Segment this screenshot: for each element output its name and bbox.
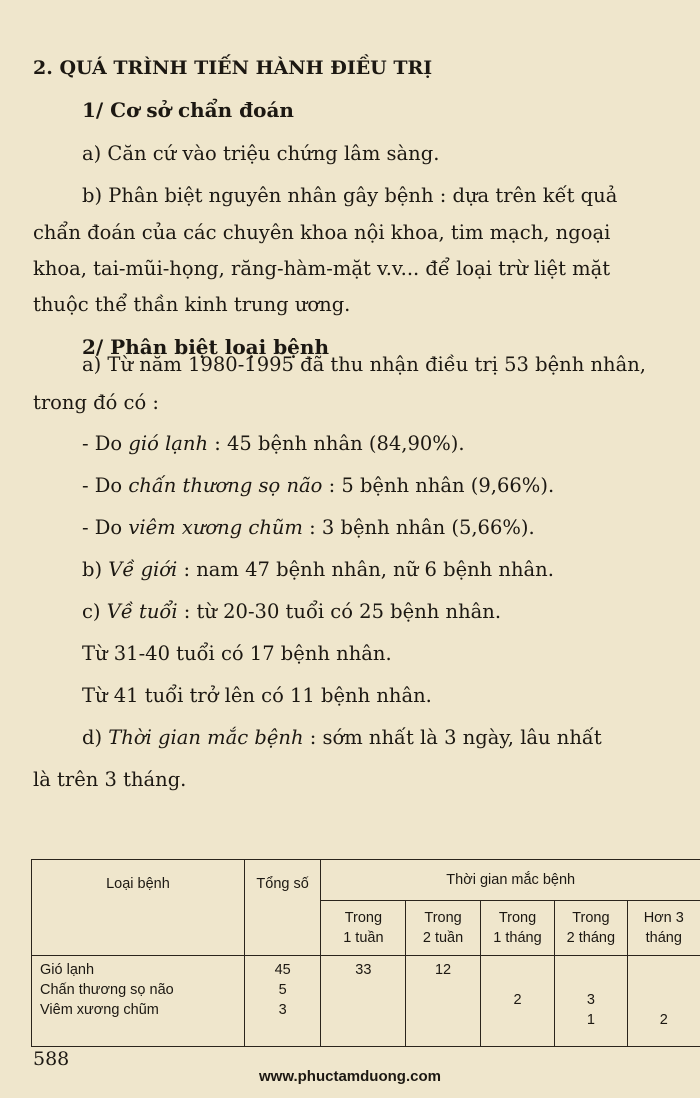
cell-value [555,970,626,990]
disease-duration-table [31,859,700,1047]
paragraph-2a-line-1: a) Từ năm 1980-1995 đã thu nhận điều trị 53 bệnh nhân, [82,353,646,376]
paragraph-1b-line-1: b) Phân biệt nguyên nhân gây bệnh : dựa trên kết quả [82,184,618,207]
subsection-1-title: 1/ Cơ sở chẩn đoán [82,98,294,122]
cause-item [82,431,465,457]
paragraph-1b-line-4: thuộc thể thần kinh trung ương. [33,293,351,316]
paragraph-1a: a) Căn cứ vào triệu chứng lâm sàng. [82,142,440,165]
paragraph-1b-line-3: khoa, tai-mũi-họng, răng-hàm-mặt v.v... để loại trừ liệt mặt [33,257,611,280]
cause-name: chấn thương sọ não [128,474,323,497]
cause-detail: : 45 bệnh nhân (84,90%). [208,432,465,455]
duration-label: Thời gian mắc bệnh [108,726,304,749]
paragraph-1b-line-2: chẩn đoán của các chuyên khoa nội khoa, tim mạch, ngoại [33,221,611,244]
cause-prefix: - Do [82,432,129,455]
cell-value: 2 [513,992,522,1008]
table-row-disease: Gió lạnh [40,962,95,978]
cell-value [628,990,700,1010]
gender-detail: : nam 47 bệnh nhân, nữ 6 bệnh nhân. [177,558,554,581]
cell-value [321,1000,405,1020]
age-line-2: Từ 31-40 tuổi có 17 bệnh nhân. [82,642,392,665]
duration-line [82,725,602,751]
subheader-over-3-months: Hơn 3 tháng [627,901,700,956]
duration-line-2: là trên 3 tháng. [33,768,187,791]
col-1-month-cell [480,956,554,1047]
table-row-disease: Chấn thương sọ não [40,982,174,998]
cell-value [628,970,700,990]
subheader-1-month: Trong 1 tháng [480,901,554,956]
subheader-2-weeks: Trong 2 tuần [406,901,480,956]
page-number: 588 [33,1048,70,1070]
cell-value [481,1010,554,1030]
col-2-months-cell [555,956,627,1047]
cause-prefix: - Do [82,516,129,539]
cell-value [406,1000,479,1020]
duration-detail: : sớm nhất là 3 ngày, lâu nhất [303,726,602,749]
age-label: Về tuổi [106,600,178,623]
cell-value [406,980,479,1000]
cause-item [82,473,554,499]
cause-name: viêm xương chũm [128,516,303,539]
cause-prefix: - Do [82,474,129,497]
gender-line [82,557,554,583]
paragraph-2a-line-2: trong đó có : [33,391,159,414]
total-value: 45 [274,962,291,978]
header-disease-type: Loại bệnh [32,860,245,956]
gender-prefix: b) [82,558,109,581]
cell-value: 33 [355,962,372,978]
cause-item [82,515,535,541]
table-row-disease: Viêm xương chũm [40,1002,159,1018]
age-prefix: c) [82,600,107,623]
website-watermark: www.phuctamduong.com [259,1068,441,1085]
cell-value: 2 [659,1012,668,1028]
cause-detail: : 5 bệnh nhân (9,66%). [322,474,555,497]
header-total: Tổng số [244,860,321,956]
disease-names-cell [32,956,245,1047]
cell-value: 1 [586,1012,595,1028]
cell-value [481,970,554,990]
subheader-2-months: Trong 2 tháng [555,901,627,956]
cause-name: gió lạnh [128,432,209,455]
duration-prefix: d) [82,726,109,749]
age-detail: : từ 20-30 tuổi có 25 bệnh nhân. [177,600,502,623]
cause-detail: : 3 bệnh nhân (5,66%). [302,516,535,539]
cell-value: 3 [586,992,595,1008]
subsection-2-title: 2/ Phân biệt loại bệnh [82,335,329,359]
header-duration: Thời gian mắc bệnh [321,860,700,901]
total-value: 5 [278,982,287,998]
col-over-3-months-cell [627,956,700,1047]
col-2-weeks-cell [406,956,480,1047]
gender-label: Về giới [108,558,178,581]
cell-value: 12 [434,962,452,978]
age-line-3: Từ 41 tuổi trở lên có 11 bệnh nhân. [82,684,432,707]
age-line [82,599,501,625]
col-1-week-cell [321,956,406,1047]
subheader-1-week: Trong 1 tuần [321,901,406,956]
total-value: 3 [278,1002,287,1018]
section-title: 2. QUÁ TRÌNH TIẾN HÀNH ĐIỀU TRỊ [33,57,433,79]
cell-value [321,980,405,1000]
totals-cell [244,956,321,1047]
